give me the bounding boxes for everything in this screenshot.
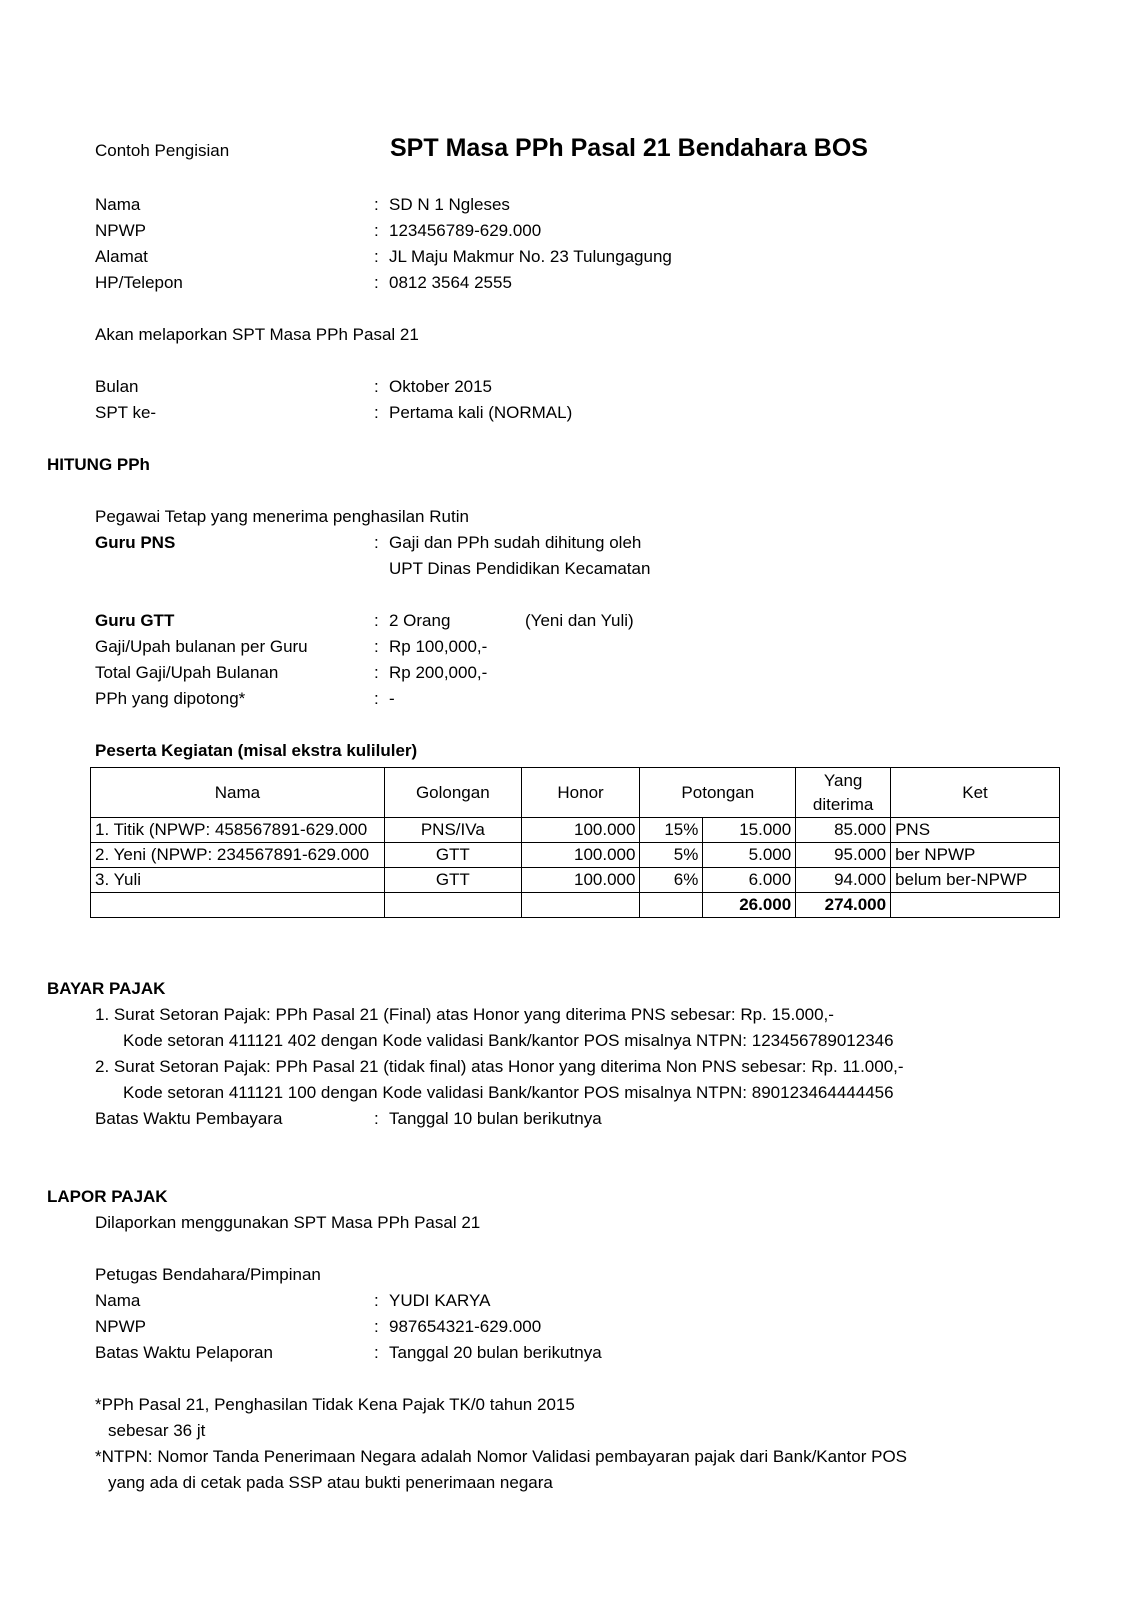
lapor-label-batas: Batas Waktu Pelaporan [95,1343,273,1362]
lapor-label-npwp: NPWP [95,1317,146,1336]
page-title: SPT Masa PPh Pasal 21 Bendahara BOS [390,134,868,162]
identity-label-nama: Nama [95,195,141,214]
gtt-label-pph: PPh yang dipotong* [95,689,246,708]
section-heading-bayar: BAYAR PAJAK [47,979,166,998]
cell-honor: 100.000 [521,868,640,893]
table-row [91,818,1060,843]
colon: : [374,247,379,266]
lapor-officer-heading: Petugas Bendahara/Pimpinan [95,1265,321,1284]
total-potongan: 26.000 [703,893,796,918]
col-header-nama: Nama [91,768,385,818]
cell-diterima: 94.000 [796,868,891,893]
identity-value-nama: SD N 1 Ngleses [389,195,510,214]
cell-ket: PNS [891,818,1060,843]
hitung-intro: Pegawai Tetap yang menerima penghasilan Rutin [95,507,469,526]
cell-nama: 2. Yeni (NPWP: 234567891-629.000 [91,843,385,868]
col-header-honor: Honor [521,768,640,818]
colon: : [374,195,379,214]
bayar-item2-line1: 2. Surat Setoran Pajak: PPh Pasal 21 (tidak final) atas Honor yang diterima Non PNS sebesar: Rp. 11.000,- [95,1057,904,1076]
period-value-spt: Pertama kali (NORMAL) [389,403,573,422]
section-heading-hitung: HITUNG PPh [47,455,150,474]
colon: : [374,377,379,396]
gtt-value-gaji: Rp 100,000,- [389,637,488,656]
lapor-value-batas: Tanggal 20 bulan berikutnya [389,1343,602,1362]
guru-gtt-value: 2 Orang [389,611,451,630]
bayar-deadline-value: Tanggal 10 bulan berikutnya [389,1109,602,1128]
cell-ket: belum ber-NPWP [891,868,1060,893]
cell-potongan: 15.000 [703,818,796,843]
bayar-deadline-label: Batas Waktu Pembayara [95,1109,283,1128]
identity-value-telepon: 0812 3564 2555 [389,273,512,292]
gtt-label-total: Total Gaji/Upah Bulanan [95,663,279,682]
gtt-value-pph: - [389,689,395,708]
peserta-table [90,767,1060,918]
bayar-item2-line2: Kode setoran 411121 100 dengan Kode validasi Bank/kantor POS misalnya NTPN: 890123464444456 [123,1083,894,1102]
guru-gtt-note: (Yeni dan Yuli) [525,611,634,630]
gtt-label-gaji: Gaji/Upah bulanan per Guru [95,637,308,656]
col-header-golongan: Golongan [384,768,521,818]
colon: : [374,1343,379,1362]
peserta-heading: Peserta Kegiatan (misal ekstra kuliluler) [95,741,418,760]
colon: : [374,689,379,708]
gtt-value-total: Rp 200,000,- [389,663,488,682]
colon: : [374,1109,379,1128]
table-row [91,843,1060,868]
cell-empty [91,893,385,918]
note-ptkp-line1: *PPh Pasal 21, Penghasilan Tidak Kena Pajak TK/0 tahun 2015 [95,1395,575,1414]
cell-empty [384,893,521,918]
cell-golongan: GTT [384,843,521,868]
col-header-potongan: Potongan [640,768,796,818]
cell-honor: 100.000 [521,818,640,843]
cell-pct: 5% [640,843,703,868]
colon: : [374,1291,379,1310]
colon: : [374,403,379,422]
cell-pct: 6% [640,868,703,893]
cell-diterima: 95.000 [796,843,891,868]
section-heading-lapor: LAPOR PAJAK [47,1187,168,1206]
period-value-bulan: Oktober 2015 [389,377,493,396]
lapor-value-npwp: 987654321-629.000 [389,1317,542,1336]
table-total-row [91,893,1060,918]
colon: : [374,1317,379,1336]
bayar-item1-line2: Kode setoran 411121 402 dengan Kode validasi Bank/kantor POS misalnya NTPN: 123456789012346 [123,1031,894,1050]
cell-empty [891,893,1060,918]
identity-value-npwp: 123456789-629.000 [389,221,542,240]
lapor-value-nama: YUDI KARYA [389,1291,491,1310]
colon: : [374,663,379,682]
identity-label-npwp: NPWP [95,221,146,240]
guru-gtt-label: Guru GTT [95,611,175,630]
bayar-item1-line1: 1. Surat Setoran Pajak: PPh Pasal 21 (Final) atas Honor yang diterima PNS sebesar: Rp. 15.000,- [95,1005,834,1024]
col-header-ket: Ket [891,768,1060,818]
colon: : [374,221,379,240]
cell-diterima: 85.000 [796,818,891,843]
colon: : [374,611,379,630]
colon: : [374,637,379,656]
report-intro: Akan melaporkan SPT Masa PPh Pasal 21 [95,325,419,344]
lapor-intro: Dilaporkan menggunakan SPT Masa PPh Pasal 21 [95,1213,481,1232]
period-label-bulan: Bulan [95,377,139,396]
guru-pns-value-line2: UPT Dinas Pendidikan Kecamatan [389,559,651,578]
note-ntpn-line2: yang ada di cetak pada SSP atau bukti penerimaan negara [108,1473,553,1492]
note-ptkp-line2: sebesar 36 jt [108,1421,206,1440]
cell-ket: ber NPWP [891,843,1060,868]
cell-nama: 3. Yuli [91,868,385,893]
cell-honor: 100.000 [521,843,640,868]
identity-label-telepon: HP/Telepon [95,273,183,292]
cell-pct: 15% [640,818,703,843]
period-label-spt: SPT ke- [95,403,157,422]
cell-potongan: 6.000 [703,868,796,893]
total-diterima: 274.000 [796,893,891,918]
cell-nama: 1. Titik (NPWP: 458567891-629.000 [91,818,385,843]
guru-pns-label: Guru PNS [95,533,176,552]
table-row [91,868,1060,893]
header-label: Contoh Pengisian [95,141,230,160]
lapor-label-nama: Nama [95,1291,141,1310]
table-header-row [91,768,1060,818]
identity-value-alamat: JL Maju Makmur No. 23 Tulungagung [389,247,672,266]
cell-golongan: PNS/IVa [384,818,521,843]
cell-empty [521,893,640,918]
guru-pns-value-line1: Gaji dan PPh sudah dihitung oleh [389,533,642,552]
cell-golongan: GTT [384,868,521,893]
col-header-yang-diterima: Yang diterima [796,768,891,818]
cell-potongan: 5.000 [703,843,796,868]
colon: : [374,533,379,552]
cell-empty [640,893,703,918]
colon: : [374,273,379,292]
note-ntpn-line1: *NTPN: Nomor Tanda Penerimaan Negara adalah Nomor Validasi pembayaran pajak dari Bank/Kantor POS [95,1447,908,1466]
identity-label-alamat: Alamat [95,247,148,266]
